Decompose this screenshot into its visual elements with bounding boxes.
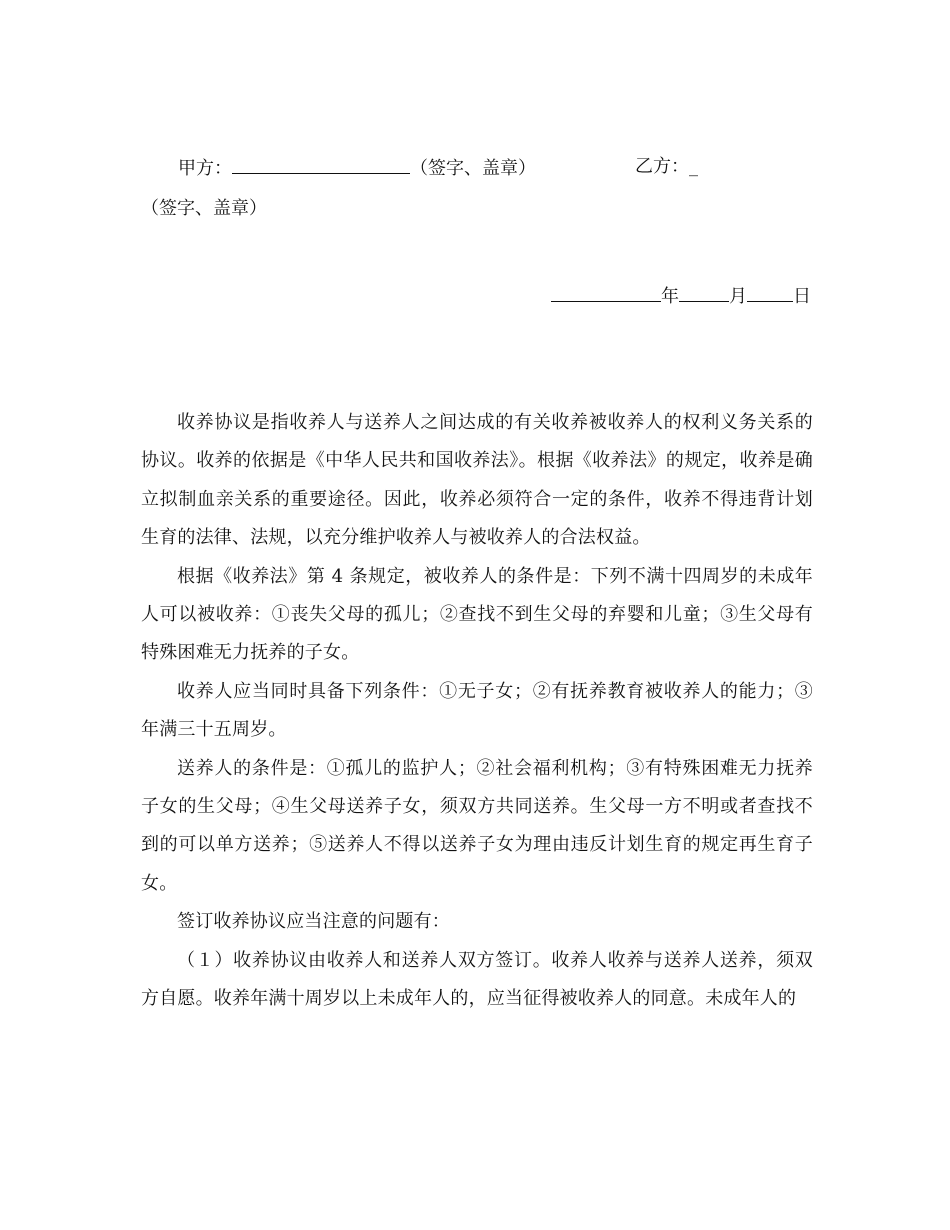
party-b-line [635, 156, 698, 178]
party-b-seal-note: （签字、盖章） [141, 198, 267, 219]
agreement-body [141, 404, 813, 1019]
paragraph-note-1: （１）收养协议由收养人和送养人双方签订。收养人收养与送养人送养，须双方自愿。收养年满十周岁以上未成年人的，应当征得被收养人的同意。未成年人的 [141, 949, 813, 1010]
party-a-seal-note: （签字、盖章） [410, 158, 536, 179]
month-label: 月 [729, 286, 747, 307]
party-a-signature-blank [232, 156, 410, 174]
day-label: 日 [793, 286, 811, 307]
day-blank [747, 284, 793, 302]
month-blank [679, 284, 729, 302]
party-b-label: 乙方：_ [635, 156, 698, 177]
party-a-label: 甲方： [178, 158, 232, 179]
year-label: 年 [661, 286, 679, 307]
paragraph-notes-heading: 签订收养协议应当注意的问题有： [177, 911, 450, 933]
party-a-line [178, 156, 536, 180]
paragraph-definition: 收养协议是指收养人与送养人之间达成的有关收养被收养人的权利义务关系的协议。收养的依据是《中华人民共和国收养法》。根据《收养法》的规定，收养是确立拟制血亲关系的重要途径。因此，收养必须符合一定的条件，收养不得违背计划生育的法律、法规，以充分维护收养人与被收养人的合法权益。 [141, 412, 813, 549]
paragraph-placer-conditions: 送养人的条件是：①孤儿的监护人；②社会福利机构；③有特殊困难无力抚养子女的生父母；④生父母送养子女，须双方共同送养。生父母一方不明或者查找不到的可以单方送养；⑤送养人不得以送养子女为理由违反计划生育的规定再生育子女。 [141, 757, 813, 894]
year-blank [551, 284, 661, 302]
paragraph-adopter-conditions: 收养人应当同时具备下列条件：①无子女；②有抚养教育被收养人的能力；③年满三十五周岁。 [141, 680, 813, 741]
party-b-seal-line [141, 198, 267, 220]
date-line [551, 284, 811, 308]
paragraph-adoptee-conditions: 根据《收养法》第 4 条规定，被收养人的条件是：下列不满十四周岁的未成年人可以被收养：①丧失父母的孤儿；②查找不到生父母的弃婴和儿童；③生父母有特殊困难无力抚养的子女。 [141, 565, 813, 664]
